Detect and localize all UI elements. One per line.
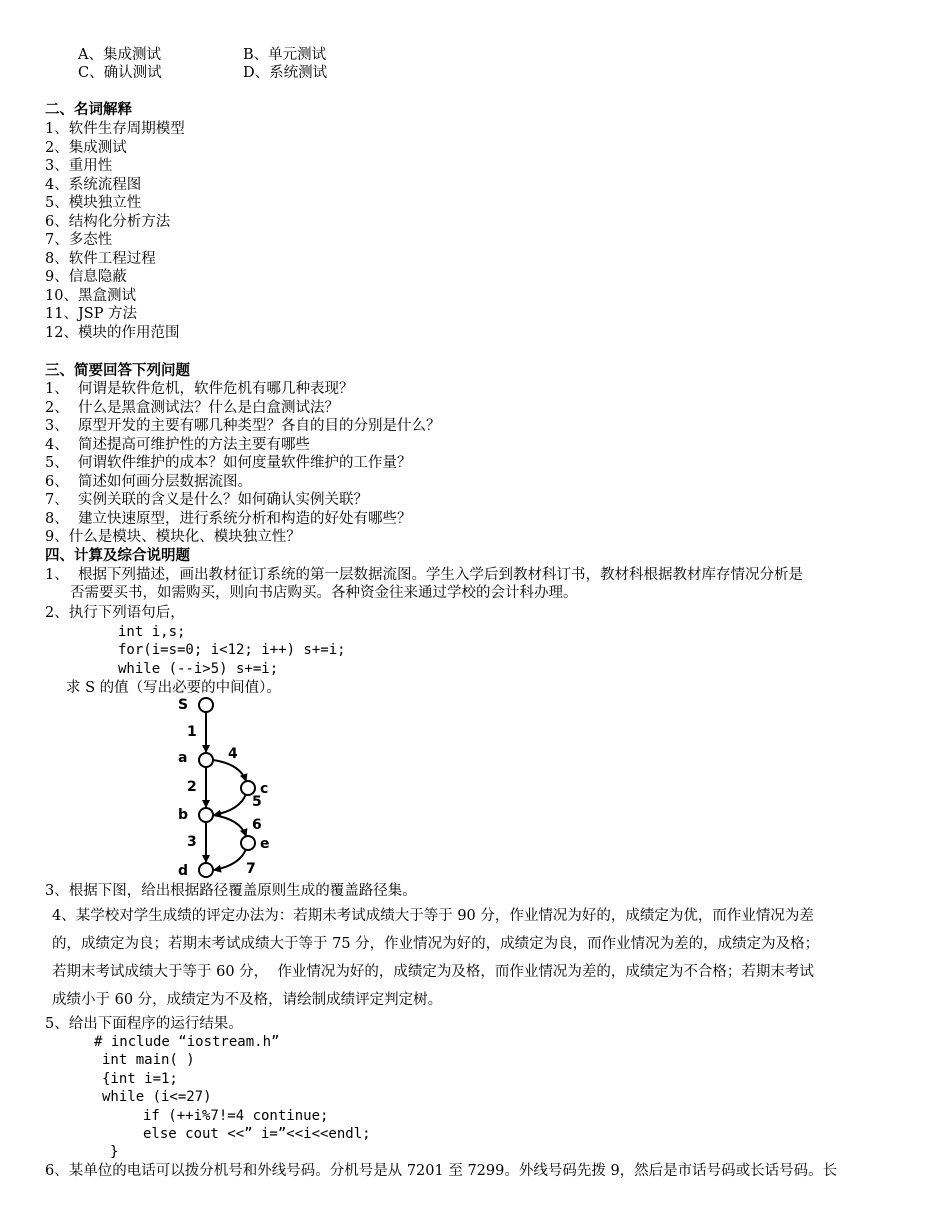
edge-label: 3 bbox=[187, 834, 197, 850]
section-2-heading: 二、名词解释 bbox=[45, 102, 132, 118]
question-item: 4、 简述提高可维护性的方法主要有哪些 bbox=[45, 437, 310, 453]
graph-node bbox=[241, 836, 255, 850]
q4-line: 的，成绩定为良；若期末考试成绩大于等于 75 分，作业情况为好的，成绩定为良，而作业情况为差的，成绩定为及格； bbox=[52, 936, 820, 952]
option-d: D、系统测试 bbox=[243, 65, 328, 81]
code-line: else cout <<” i=”<<i<<endl; bbox=[143, 1126, 371, 1142]
q1-text-line2: 否需要买书，如需购买，则向书店购买。各种资金往来通过学校的会计科办理。 bbox=[70, 585, 578, 601]
graph-node bbox=[199, 753, 213, 767]
q4-line: 4、某学校对学生成绩的评定办法为：若期未考试成绩大于等于 90 分，作业情况为好的，成绩定为优，而作业情况为差 bbox=[52, 908, 814, 924]
edge-label: 4 bbox=[228, 746, 238, 762]
node-label: e bbox=[260, 836, 270, 852]
q4-line: 若期末考试成绩大于等于 60 分， 作业情况为好的，成绩定为及格，而作业情况为差的，成绩定为不合格；若期末考试 bbox=[52, 964, 814, 980]
term-item: 9、信息隐蔽 bbox=[45, 269, 127, 285]
code-line: {int i=1; bbox=[102, 1071, 178, 1087]
edge-line bbox=[213, 760, 246, 781]
code-line: while (--i>5) s+=i; bbox=[118, 661, 279, 677]
code-line: int i,s; bbox=[118, 624, 186, 640]
option-c: C、确认测试 bbox=[78, 65, 162, 81]
edge-line bbox=[214, 794, 246, 815]
q5-intro: 5、给出下面程序的运行结果。 bbox=[45, 1016, 243, 1032]
code-line: if (++i%7!=4 continue; bbox=[143, 1108, 329, 1124]
edge-label: 7 bbox=[246, 861, 256, 877]
section-4-heading: 四、计算及综合说明题 bbox=[45, 548, 190, 564]
q2-intro: 2、执行下列语句后， bbox=[45, 605, 185, 621]
question-item: 5、 何谓软件维护的成本？如何度量软件维护的工作量？ bbox=[45, 455, 412, 471]
edge-line bbox=[213, 815, 246, 836]
q3-text: 3、根据下图，给出根据路径覆盖原则生成的覆盖路径集。 bbox=[45, 883, 417, 899]
edge-label: 1 bbox=[187, 724, 197, 740]
node-label: a bbox=[178, 750, 188, 766]
question-item: 1、 何谓是软件危机，软件危机有哪几种表现？ bbox=[45, 381, 354, 397]
graph-node bbox=[199, 698, 213, 712]
question-item: 9、什么是模块、模块化、模块独立性？ bbox=[45, 529, 301, 545]
code-line: for(i=s=0; i<12; i++) s+=i; bbox=[118, 642, 346, 658]
term-item: 12、模块的作用范围 bbox=[45, 325, 180, 341]
node-label: c bbox=[260, 781, 269, 797]
term-item: 5、模块独立性 bbox=[45, 195, 142, 211]
graph-node bbox=[241, 781, 255, 795]
term-item: 2、集成测试 bbox=[45, 140, 127, 156]
term-item: 8、软件工程过程 bbox=[45, 251, 156, 267]
code-line: while (i<=27) bbox=[102, 1089, 212, 1105]
question-item: 6、 简述如何画分层数据流图。 bbox=[45, 474, 252, 490]
edge-line bbox=[214, 849, 246, 870]
question-item: 2、 什么是黑盒测试法？什么是白盒测试法？ bbox=[45, 400, 339, 416]
node-label: d bbox=[178, 863, 189, 879]
edge-label: 2 bbox=[187, 779, 197, 795]
question-item: 3、 原型开发的主要有哪几种类型？各自的目的分别是什么？ bbox=[45, 418, 441, 434]
question-item: 8、 建立快速原型，进行系统分析和构造的好处有哪些？ bbox=[45, 511, 412, 527]
edge-label: 6 bbox=[252, 817, 262, 833]
term-item: 10、黑盒测试 bbox=[45, 288, 136, 304]
option-a: A、集成测试 bbox=[78, 47, 161, 63]
q1-text-line1: 1、 根据下列描述，画出教材征订系统的第一层数据流图。学生入学后到教材科订书，教材科根据教材库存情况分析是 bbox=[45, 567, 803, 583]
term-item: 7、多态性 bbox=[45, 232, 113, 248]
term-item: 6、结构化分析方法 bbox=[45, 214, 171, 230]
term-item: 4、系统流程图 bbox=[45, 177, 142, 193]
term-item: 11、JSP 方法 bbox=[45, 306, 138, 322]
control-flow-graph bbox=[170, 692, 280, 882]
q2-ask: 求 S 的值（写出必要的中间值）。 bbox=[66, 680, 281, 696]
q6-text: 6、某单位的电话可以拨分机号和外线号码。分机号是从 7201 至 7299。外线号码先拨 9，然后是市话号码或长话号码。长 bbox=[45, 1163, 838, 1179]
graph-node bbox=[199, 863, 213, 877]
code-line: # include “iostream.h” bbox=[94, 1034, 280, 1050]
code-line: } bbox=[110, 1144, 119, 1160]
term-item: 3、重用性 bbox=[45, 158, 113, 174]
section-3-heading: 三、简要回答下列问题 bbox=[45, 363, 190, 379]
edge-label: 5 bbox=[252, 794, 262, 810]
graph-node bbox=[199, 808, 213, 822]
q4-line: 成绩小于 60 分，成绩定为不及格，请绘制成绩评定判定树。 bbox=[52, 992, 443, 1008]
term-item: 1、软件生存周期模型 bbox=[45, 121, 185, 137]
node-label: S bbox=[178, 697, 189, 713]
question-item: 7、 实例关联的含义是什么？如何确认实例关联？ bbox=[45, 492, 368, 508]
option-b: B、单元测试 bbox=[243, 47, 327, 63]
code-line: int main( ) bbox=[102, 1052, 195, 1068]
node-label: b bbox=[178, 807, 189, 823]
